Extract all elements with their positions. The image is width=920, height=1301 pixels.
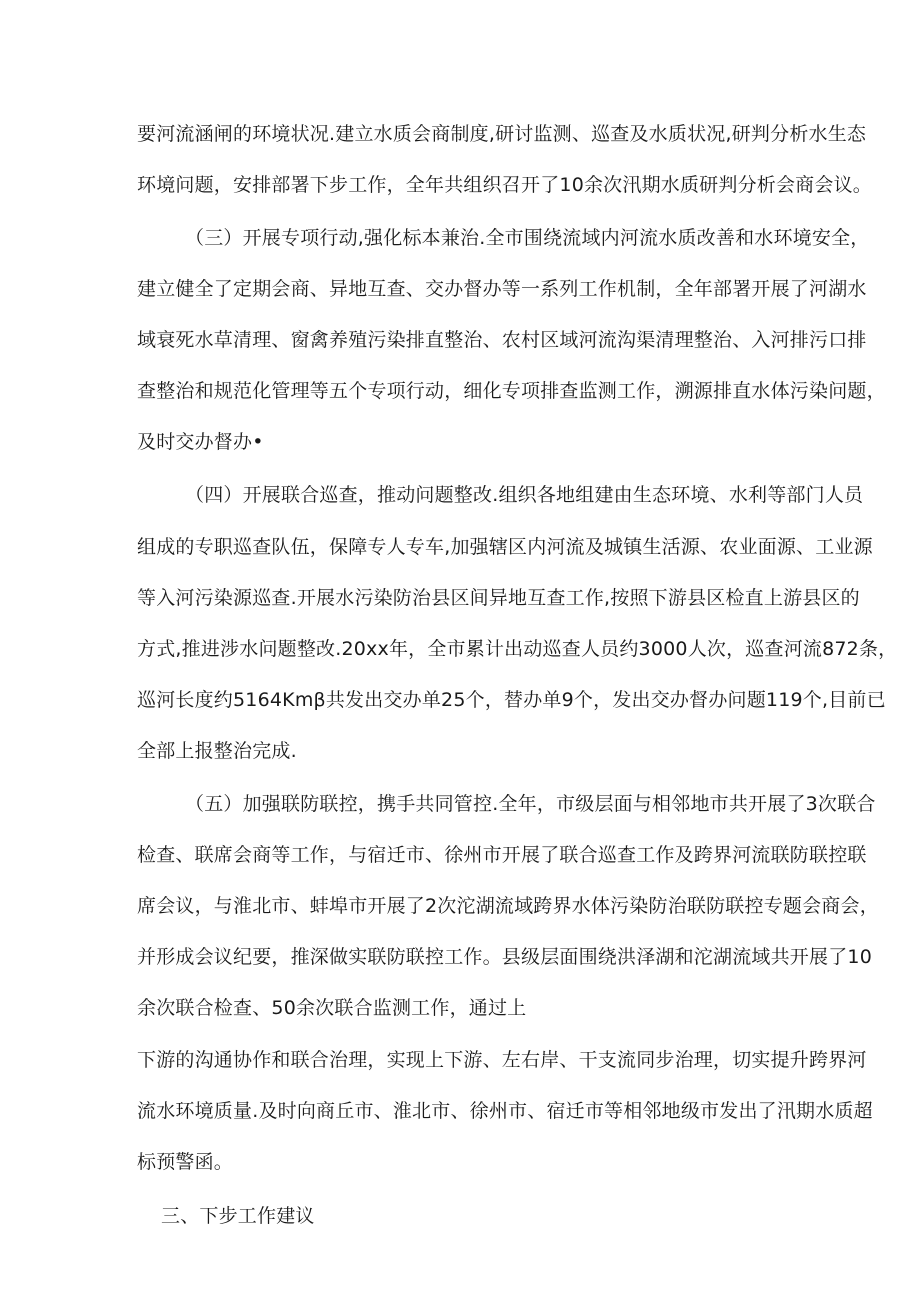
paragraph-start-section-4: （四）开展联合巡查，推动问题整改.组织各地组建由生态环境、水利等部门人员: [185, 484, 864, 506]
text-line: 域衰死水草清理、窗禽养殖污染排直整治、农村区域河流沟渠清理整治、入河排污口排: [137, 329, 867, 351]
text-line: 全部上报整治完成.: [137, 740, 297, 762]
text-line: 方式,推进涉水问题整改.20xx年，全市累计出动巡查人员约3000人次，巡查河流872条，: [137, 638, 898, 660]
section-heading: 三、下步工作建议: [161, 1205, 315, 1227]
text-line: 建立健全了定期会商、异地互查、交办督办等一系列工作机制，全年部署开展了河湖水: [137, 278, 867, 300]
text-line: 等入河污染源巡查.开展水污染防治县区间异地互查工作,按照下游县区检直上游县区的: [137, 587, 860, 609]
paragraph-start-section-5: （五）加强联防联控，携手共同管控.全年，市级层面与相邻地市共开展了3次联合: [185, 793, 876, 815]
text-line: 并形成会议纪要，推深做实联防联控工作。县级层面围绕洪泽湖和沱湖流域共开展了10: [137, 946, 872, 968]
text-line: 要河流涵闸的环境状况.建立水质会商制度,研讨监测、巡查及水质状况,研判分析水生态: [137, 123, 867, 145]
text-line: 检查、联席会商等工作，与宿迁市、徐州市开展了联合巡查工作及跨界河流联防联控联: [137, 844, 867, 866]
text-line: 余次联合检查、50余次联合监测工作，通过上: [137, 997, 527, 1019]
text-line: 席会议，与淮北市、蚌埠市开展了2次沱湖流域跨界水体污染防治联防联控专题会商会，: [137, 895, 879, 917]
text-line: 组成的专职巡查队伍，保障专人专车,加强辖区内河流及城镇生活源、农业面源、工业源: [137, 536, 873, 558]
paragraph-start-section-3: （三）开展专项行动,强化标本兼治.全市围绕流域内河流水质改善和水环境安全，: [185, 227, 870, 249]
text-line: 下游的沟通协作和联合治理，实现上下游、左右岸、干支流同步治理，切实提升跨界河: [137, 1049, 867, 1071]
text-line: 流水环境质量.及时向商丘市、淮北市、徐州市、宿迁市等相邻地级市发出了汛期水质超: [137, 1100, 873, 1122]
text-line: 查整治和规范化管理等五个专项行动，细化专项排查监测工作，溯源排直水体污染问题，: [137, 380, 886, 402]
text-line: 巡河长度约5164Kmβ共发出交办单25个，替办单9个，发出交办督办问题119个,目前已: [137, 689, 886, 711]
text-line: 标预警函。: [137, 1151, 234, 1173]
text-line: 环境问题，安排部署下步工作，全年共组织召开了10余次汛期水质研判分析会商会议。: [137, 174, 872, 196]
text-line: 及时交办督办•: [137, 431, 264, 453]
